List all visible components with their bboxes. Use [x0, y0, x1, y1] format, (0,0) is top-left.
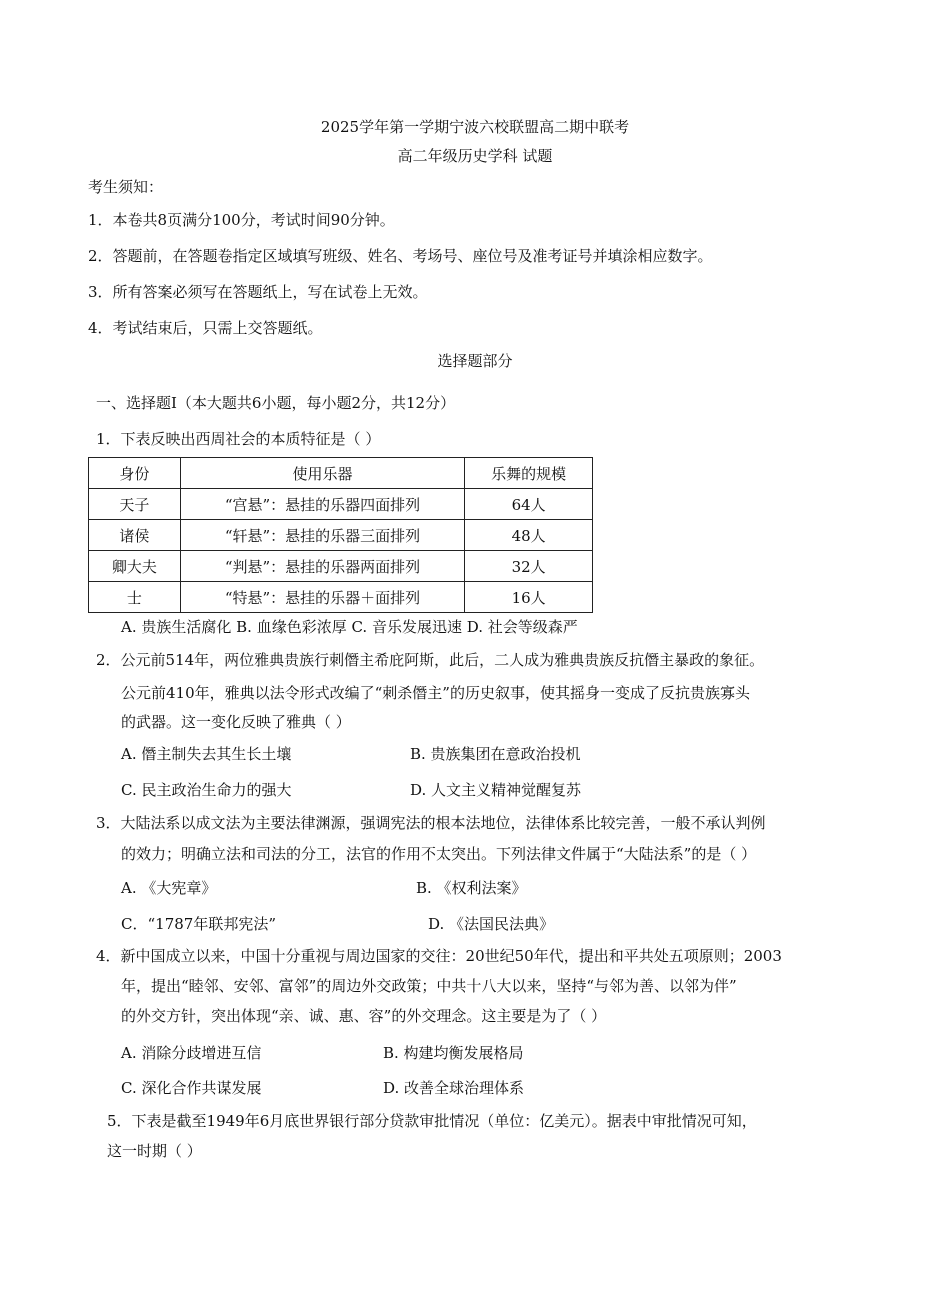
q2-option-b: B. 贵族集团在意政治投机: [410, 745, 581, 763]
q3-option-a: A. 《大宪章》: [121, 879, 217, 897]
q3-option-d: D. 《法国民法典》: [428, 915, 555, 933]
table-header-row: [89, 458, 593, 489]
table-row: [89, 489, 593, 520]
q1-options: A. 贵族生活腐化 B. 血缘色彩浓厚 C. 音乐发展迅速 D. 社会等级森严: [121, 618, 578, 636]
table-cell: 卿大夫: [89, 551, 181, 582]
table-cell: “宫悬”：悬挂的乐器四面排列: [180, 489, 464, 520]
table-header-cell: 乐舞的规模: [465, 458, 593, 489]
table-cell: “轩悬”：悬挂的乐器三面排列: [180, 520, 464, 551]
q3-line-2: 的效力；明确立法和司法的分工，法官的作用不太突出。下列法律文件属于“大陆法系”的是（ ）: [121, 845, 757, 863]
q2-line-1: 2．公元前514年，两位雅典贵族行刺僭主希庇阿斯，此后，二人成为雅典贵族反抗僭主暴政的象征。: [96, 651, 765, 669]
table-header-cell: 身份: [89, 458, 181, 489]
table-cell: 士: [89, 582, 181, 613]
q4-option-c: C. 深化合作共谋发展: [121, 1079, 262, 1097]
q4-line-1: 4．新中国成立以来，中国十分重视与周边国家的交往：20世纪50年代，提出和平共处五项原则；2003: [96, 947, 782, 965]
section-title: 选择题部分: [437, 352, 513, 370]
notice-item-3: 3．所有答案必须写在答题纸上，写在试卷上无效。: [88, 283, 428, 301]
part1-heading: 一、选择题Ⅰ（本大题共6小题，每小题2分，共12分）: [96, 394, 456, 412]
table-cell: 16人: [465, 582, 593, 613]
table-cell: 64人: [465, 489, 593, 520]
exam-subtitle: 高二年级历史学科 试题: [397, 147, 553, 165]
exam-title: 2025学年第一学期宁波六校联盟高二期中联考: [320, 118, 630, 136]
table-cell: “特悬”：悬挂的乐器＋面排列: [180, 582, 464, 613]
table-cell: 32人: [465, 551, 593, 582]
q4-option-b: B. 构建均衡发展格局: [383, 1044, 524, 1062]
q4-line-3: 的外交方针，突出体现“亲、诚、惠、容”的外交理念。这主要是为了（ ）: [121, 1007, 607, 1025]
q2-option-d: D. 人文主义精神觉醒复苏: [410, 781, 582, 799]
q2-option-a: A. 僭主制失去其生长土壤: [121, 745, 292, 763]
q3-option-b: B. 《权利法案》: [416, 879, 527, 897]
q5-line-2: 这一时期（ ）: [107, 1142, 202, 1160]
notice-heading: 考生须知：: [88, 178, 164, 196]
table-row: [89, 520, 593, 551]
q2-option-c: C. 民主政治生命力的强大: [121, 781, 292, 799]
q1-table: [88, 457, 593, 613]
table-cell: “判悬”：悬挂的乐器两面排列: [180, 551, 464, 582]
q1-stem: 1．下表反映出西周社会的本质特征是（ ）: [96, 430, 381, 448]
notice-item-4: 4．考试结束后，只需上交答题纸。: [88, 319, 323, 337]
notice-item-2: 2．答题前，在答题卷指定区域填写班级、姓名、考场号、座位号及准考证号并填涂相应数字。: [88, 247, 713, 265]
table-header-cell: 使用乐器: [180, 458, 464, 489]
q3-option-c: C．“1787年联邦宪法”: [121, 915, 276, 933]
table-cell: 天子: [89, 489, 181, 520]
q4-line-2: 年，提出“睦邻、安邻、富邻”的周边外交政策；中共十八大以来，坚持“与邻为善、以邻为伴”: [121, 977, 737, 995]
notice-item-1: 1．本卷共8页满分100分，考试时间90分钟。: [88, 211, 395, 229]
q2-line-3: 的武器。这一变化反映了雅典（ ）: [121, 713, 351, 731]
table-cell: 诸侯: [89, 520, 181, 551]
q4-option-d: D. 改善全球治理体系: [383, 1079, 525, 1097]
table-cell: 48人: [465, 520, 593, 551]
q4-option-a: A. 消除分歧增进互信: [121, 1044, 262, 1062]
q5-line-1: 5．下表是截至1949年6月底世界银行部分贷款审批情况（单位：亿美元）。据表中审批情况可知，: [107, 1112, 757, 1130]
table-row: [89, 551, 593, 582]
table-row: [89, 582, 593, 613]
q2-line-2: 公元前410年，雅典以法令形式改编了“刺杀僭主”的历史叙事，使其摇身一变成了反抗贵族寡头: [121, 684, 750, 702]
q3-line-1: 3．大陆法系以成文法为主要法律渊源，强调宪法的根本法地位，法律体系比较完善，一般不承认判例: [96, 814, 766, 832]
